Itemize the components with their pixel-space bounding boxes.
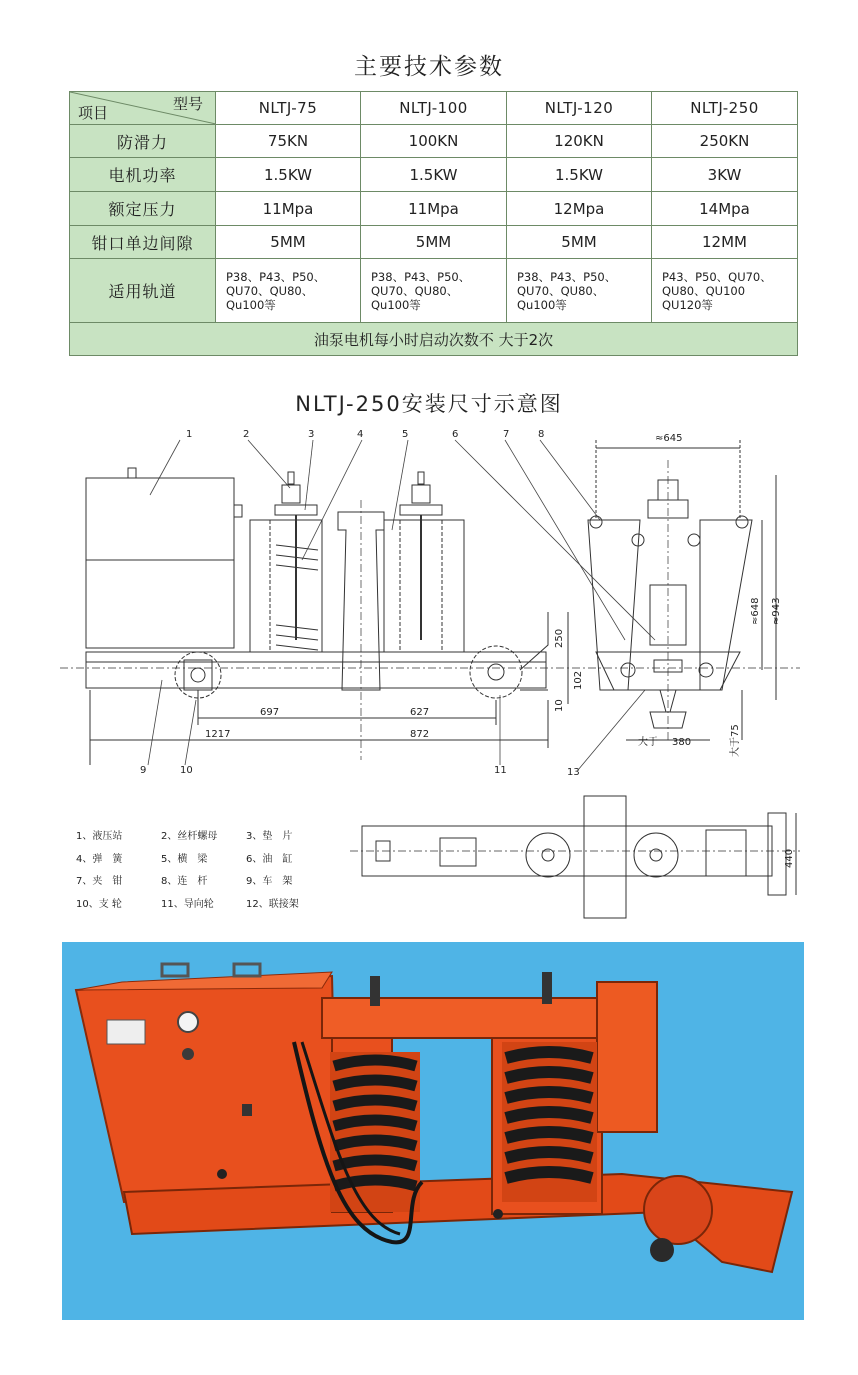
dim-label: ≈943 bbox=[771, 597, 782, 625]
table-cell: 12Mpa bbox=[507, 192, 652, 226]
spring-assembly-left bbox=[250, 472, 322, 652]
legend-item: 3、垫 片 bbox=[246, 831, 293, 842]
part-number: 1 bbox=[186, 429, 193, 440]
table-cell: 100KN bbox=[361, 125, 507, 158]
rails-line: P38、P43、P50、 bbox=[226, 269, 326, 284]
table-cell: 1.5KW bbox=[507, 158, 652, 192]
part-number: 11 bbox=[494, 765, 507, 776]
dim-label: 872 bbox=[410, 729, 430, 740]
rails-line: Qu100等 bbox=[517, 297, 567, 312]
table-cell: 120KN bbox=[507, 125, 652, 158]
row-label: 额定压力 bbox=[70, 192, 216, 226]
legend-item: 6、油 缸 bbox=[246, 853, 293, 865]
table-cell: 11Mpa bbox=[216, 192, 361, 226]
table-cell: 1.5KW bbox=[361, 158, 507, 192]
row-label: 适用轨道 bbox=[70, 259, 216, 323]
rails-line: QU80、QU100 bbox=[662, 283, 746, 298]
hydraulic-station-drawing bbox=[86, 468, 242, 648]
rails-line: QU70、QU80、 bbox=[517, 283, 605, 298]
center-post-drawing bbox=[338, 500, 384, 760]
model-cell: NLTJ-250 bbox=[652, 92, 798, 125]
dim-label: ≈645 bbox=[655, 433, 683, 444]
rails-line: P38、P43、P50、 bbox=[371, 269, 471, 284]
frame-drawing bbox=[60, 652, 800, 688]
spec-title: 主要技术参数 bbox=[354, 54, 504, 80]
dim-label: 102 bbox=[573, 670, 584, 690]
guide-wheel-drawing bbox=[470, 646, 522, 698]
spring-assembly-right bbox=[384, 472, 464, 652]
model-cell: NLTJ-75 bbox=[216, 92, 361, 125]
rails-line: QU70、QU80、 bbox=[371, 283, 459, 298]
rails-line: P38、P43、P50、 bbox=[517, 269, 617, 284]
part-number: 9 bbox=[140, 765, 147, 776]
legend-item: 7、夹 钳 bbox=[76, 876, 123, 887]
table-cell: 250KN bbox=[652, 125, 798, 158]
header-item-label: 项目 bbox=[78, 104, 109, 122]
part-number: 13 bbox=[567, 767, 580, 778]
row-label: 防滑力 bbox=[70, 125, 216, 158]
model-cell: NLTJ-100 bbox=[361, 92, 507, 125]
legend-item: 9、车 架 bbox=[246, 876, 293, 887]
legend-item: 5、横 梁 bbox=[161, 853, 208, 865]
product-photo bbox=[62, 942, 804, 1320]
part-number: 4 bbox=[357, 429, 364, 440]
diagram-title: NLTJ-250安装尺寸示意图 bbox=[295, 392, 563, 416]
dim-label: 697 bbox=[260, 707, 280, 718]
legend-item: 1、液压站 bbox=[76, 831, 123, 842]
part-number: 10 bbox=[180, 765, 193, 776]
legend-item: 2、丝杆螺母 bbox=[161, 831, 218, 842]
legend-item: 8、连 杆 bbox=[161, 876, 208, 887]
table-cell: 5MM bbox=[361, 226, 507, 259]
row-label: 钳口单边间隙 bbox=[70, 226, 216, 259]
dim-label: 大于75 bbox=[730, 724, 741, 757]
model-cell: NLTJ-120 bbox=[507, 92, 652, 125]
rails-line: Qu100等 bbox=[371, 297, 421, 312]
row-label: 电机功率 bbox=[70, 158, 216, 192]
table-cell: 14Mpa bbox=[652, 192, 798, 226]
table-cell: 11Mpa bbox=[361, 192, 507, 226]
dim-label: ≈648 bbox=[750, 597, 761, 625]
part-number: 8 bbox=[538, 429, 545, 440]
rails-line: Qu100等 bbox=[226, 297, 276, 312]
clamp-front-view-drawing bbox=[588, 440, 776, 740]
part-number: 2 bbox=[243, 429, 250, 440]
table-cell: 5MM bbox=[507, 226, 652, 259]
header-model-label: 型号 bbox=[172, 95, 203, 113]
part-number: 7 bbox=[503, 429, 510, 440]
rails-line: QU70、QU80、 bbox=[226, 283, 314, 298]
dim-label: 1217 bbox=[205, 729, 231, 740]
dim-label: 大于 bbox=[638, 737, 658, 748]
dim-label: 440 bbox=[784, 848, 795, 868]
dim-label: 250 bbox=[554, 628, 565, 648]
front-view-dimensions bbox=[638, 433, 782, 757]
dim-label: 10 bbox=[554, 699, 565, 712]
spring-left-illustration bbox=[330, 1052, 420, 1212]
top-view-drawing bbox=[350, 796, 800, 918]
table-cell: 5MM bbox=[216, 226, 361, 259]
spring-right-illustration bbox=[502, 1042, 597, 1202]
rail-clamp-machine-illustration bbox=[62, 942, 804, 1320]
leader-lines bbox=[148, 440, 655, 770]
dim-label: 627 bbox=[410, 707, 430, 718]
table-cell: 12MM bbox=[652, 226, 798, 259]
part-number: 3 bbox=[308, 429, 315, 440]
table-cell: 3KW bbox=[652, 158, 798, 192]
table-cell: 1.5KW bbox=[216, 158, 361, 192]
parts-legend bbox=[76, 826, 336, 916]
part-number-labels bbox=[140, 429, 580, 778]
legend-item: 12、联接架 bbox=[246, 898, 299, 910]
legend-item: 10、支 轮 bbox=[76, 898, 122, 910]
part-number: 5 bbox=[402, 429, 409, 440]
rails-line: QU120等 bbox=[662, 297, 713, 312]
legend-item: 11、导向轮 bbox=[161, 898, 214, 910]
dim-label: 380 bbox=[672, 737, 692, 748]
part-number: 6 bbox=[452, 429, 459, 440]
legend-item: 4、弹 簧 bbox=[76, 853, 123, 865]
table-note: 油泵电机每小时启动次数不 大于2次 bbox=[70, 323, 798, 356]
rails-line: P43、P50、QU70、 bbox=[662, 269, 772, 284]
table-cell: 75KN bbox=[216, 125, 361, 158]
